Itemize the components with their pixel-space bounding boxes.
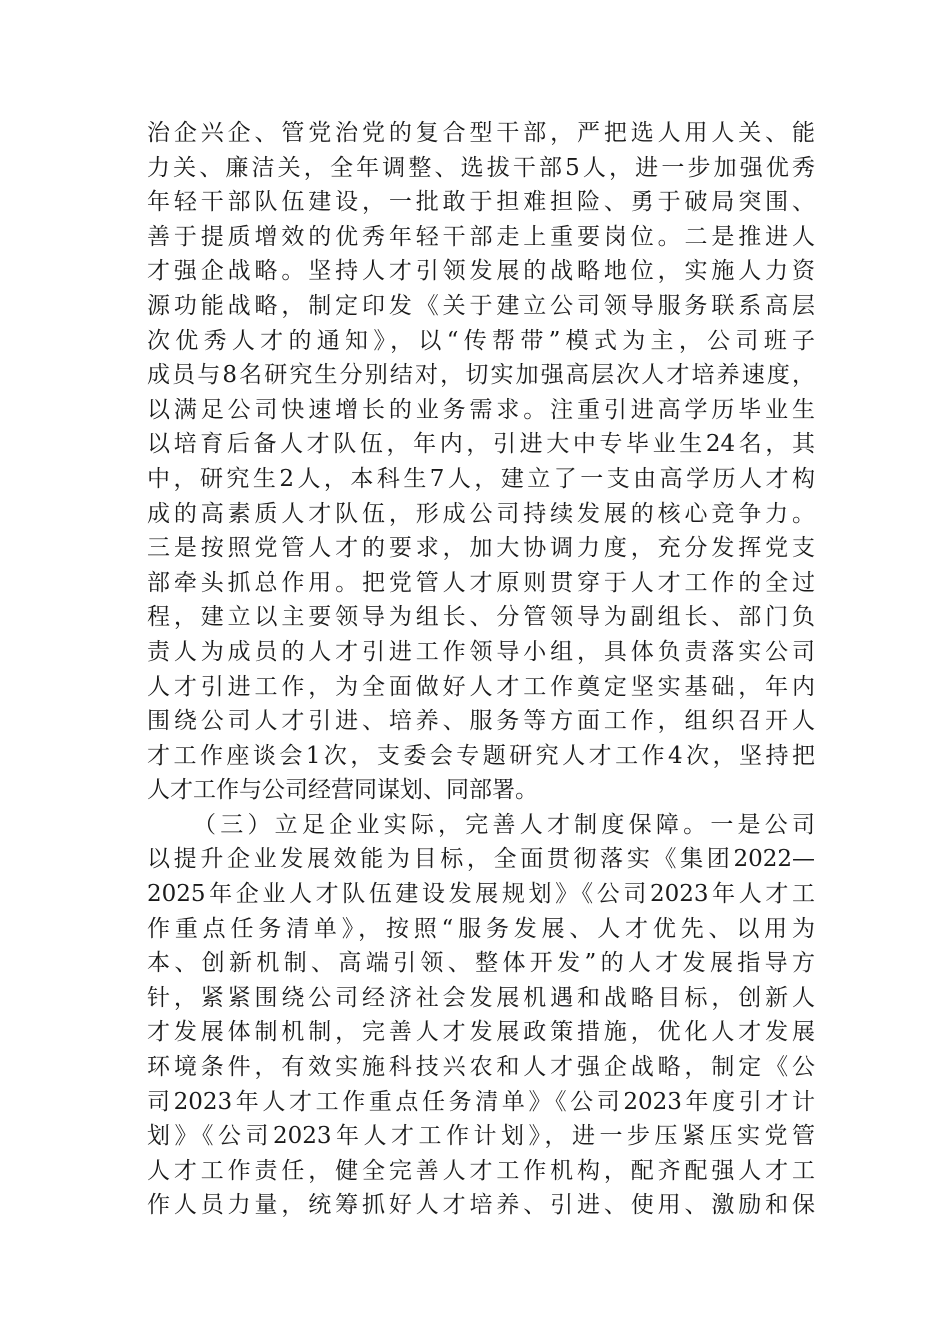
text-line: 2025年企业人才队伍建设发展规划》《公司2023年人才工 xyxy=(147,881,815,908)
text-line: 围绕公司人才引进、培养、服务等方面工作，组织召开人 xyxy=(147,708,815,735)
text-line: 责人为成员的人才引进工作领导小组，具体负责落实公司 xyxy=(147,638,815,665)
text-line: 源功能战略，制定印发《关于建立公司领导服务联系高层 xyxy=(147,292,815,319)
text-line: 年轻干部队伍建设，一批敢于担难担险、勇于破局突围、 xyxy=(147,189,815,216)
text-line: 针，紧紧围绕公司经济社会发展机遇和战略目标，创新人 xyxy=(147,984,815,1011)
text-line: 作重点任务清单》，按照“服务发展、人才优先、以用为 xyxy=(147,915,815,942)
text-line: 程，建立以主要领导为组长、分管领导为副组长、部门负 xyxy=(147,604,815,631)
paragraph-1 xyxy=(147,116,815,808)
text-line: 以满足公司快速增长的业务需求。注重引进高学历毕业生 xyxy=(147,396,815,423)
paragraph-2 xyxy=(147,808,815,1223)
text-line: 力关、廉洁关，全年调整、选拔干部5人，进一步加强优秀 xyxy=(147,154,815,181)
text-line: 成员与8名研究生分别结对，切实加强高层次人才培养速度， xyxy=(147,362,815,389)
text-line: 才发展体制机制，完善人才发展政策措施，优化人才发展 xyxy=(147,1019,815,1046)
text-line: 以培育后备人才队伍，年内，引进大中专毕业生24名，其 xyxy=(147,431,815,458)
text-line: 中，研究生2人，本科生7人，建立了一支由高学历人才构 xyxy=(147,465,815,492)
text-line: 以提升企业发展效能为目标，全面贯彻落实《集团2022— xyxy=(147,846,815,873)
text-line: 人才工作责任，健全完善人才工作机构，配齐配强人才工 xyxy=(147,1157,815,1184)
text-line: 部牵头抓总作用。把党管人才原则贯穿于人才工作的全过 xyxy=(147,569,815,596)
text-line: 才工作座谈会1次，支委会专题研究人才工作4次，坚持把 xyxy=(147,742,815,769)
text-line: 环境条件，有效实施科技兴农和人才强企战略，制定《公 xyxy=(147,1054,815,1081)
section-heading-line: （三）立足企业实际，完善人才制度保障。一是公司 xyxy=(193,811,815,838)
text-line: 才强企战略。坚持人才引领发展的战略地位，实施人力资 xyxy=(147,258,815,285)
document-body xyxy=(147,116,815,1223)
text-line: 治企兴企、管党治党的复合型干部，严把选人用人关、能 xyxy=(147,120,815,146)
text-line: 本、创新机制、高端引领、整体开发”的人才发展指导方 xyxy=(147,950,815,977)
text-line: 成的高素质人才队伍，形成公司持续发展的核心竞争力。 xyxy=(147,500,815,527)
text-line: 划》《公司2023年人才工作计划》，进一步压紧压实党管 xyxy=(147,1123,815,1150)
text-line: 人才引进工作，为全面做好人才工作奠定坚实基础，年内 xyxy=(147,673,815,700)
text-line: 三是按照党管人才的要求，加大协调力度，充分发挥党支 xyxy=(147,535,815,562)
text-line: 善于提质增效的优秀年轻干部走上重要岗位。二是推进人 xyxy=(147,223,815,250)
text-line: 人才工作与公司经营同谋划、同部署。 xyxy=(147,777,538,804)
text-line: 司2023年人才工作重点任务清单》《公司2023年度引才计 xyxy=(147,1088,815,1115)
text-line: 次优秀人才的通知》，以“传帮带”模式为主，公司班子 xyxy=(147,327,815,354)
text-line: 作人员力量，统筹抓好人才培养、引进、使用、激励和保 xyxy=(147,1192,815,1219)
